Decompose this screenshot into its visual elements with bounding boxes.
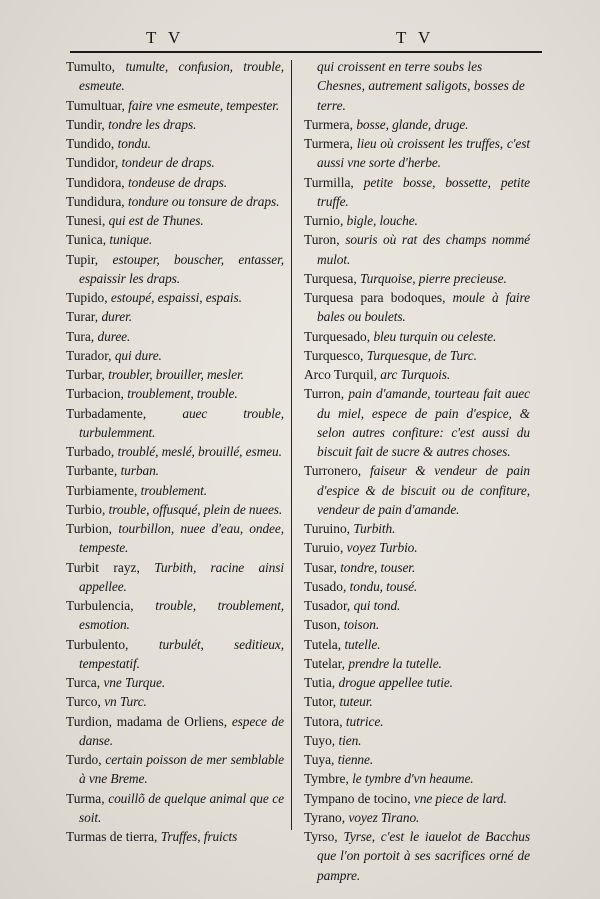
dictionary-entry xyxy=(66,230,284,249)
dictionary-entry xyxy=(304,134,530,173)
definition: bleu turquin ou celeste. xyxy=(373,328,497,344)
headword: Turquesa, xyxy=(304,270,361,286)
headword: Turco, xyxy=(66,694,105,710)
dictionary-entry xyxy=(304,789,530,808)
definition: faire vne esmeute, tempester. xyxy=(128,97,280,113)
dictionary-entry xyxy=(66,115,284,134)
dictionary-entry xyxy=(66,153,284,172)
headword: Tuyo, xyxy=(304,732,339,748)
headword: Turbado, xyxy=(66,444,118,459)
dictionary-entry xyxy=(66,404,284,443)
definition: tondre, touser. xyxy=(340,559,416,575)
definition: duree. xyxy=(97,328,131,344)
dictionary-entry xyxy=(66,173,284,192)
dictionary-entry xyxy=(66,692,284,711)
definition: tondure ou tonsure de draps. xyxy=(128,193,280,209)
headword: Turbacion, xyxy=(66,386,128,402)
definition: estoupé, espaissi, espais. xyxy=(110,290,242,305)
dictionary-entry xyxy=(304,808,530,827)
headword: Turbante, xyxy=(66,463,121,479)
headword: Turbulencia, xyxy=(66,598,156,613)
headword: Tyrso, xyxy=(304,829,344,844)
definition: pain d'amande, tourteau fait auec du miel, espece de pain d'espice, & selon autres confiture: c'est aussi du biscuit fait de sucre & autres choses. xyxy=(317,386,530,459)
entry-continuation: qui croissent en terre soubs les Chesnes, autrement saligots, bosses de terre. xyxy=(317,59,525,113)
definition: Turbith, racine ainsi appellee. xyxy=(79,559,284,594)
headword: Tunesi, xyxy=(66,213,109,228)
headword: Turquesa para bodoques, xyxy=(304,290,453,305)
headword: Turdo, xyxy=(66,752,106,767)
headword: Turuino, xyxy=(304,521,354,536)
definition: tienne. xyxy=(337,752,374,767)
headword: Tundido, xyxy=(66,136,118,151)
definition: Truffes, fruicts xyxy=(160,829,238,844)
definition: tumulte, confusion, trouble, esmeute. xyxy=(79,59,284,94)
definition: petite bosse, bossette, petite truffe. xyxy=(317,174,530,209)
dictionary-entry xyxy=(66,211,284,230)
dictionary-entry xyxy=(304,673,530,692)
right-column-header: T V xyxy=(396,28,435,47)
dictionary-entry xyxy=(66,96,284,115)
dictionary-entry xyxy=(304,384,530,461)
definition: toison. xyxy=(343,617,380,633)
dictionary-entry xyxy=(304,269,530,288)
definition: Tyrse, c'est le iauelot de Bacchus que l'on portoit à ses sacrifices orné de pampre. xyxy=(317,829,530,883)
headword: Turronero, xyxy=(304,463,370,479)
headword: Tymbre, xyxy=(304,771,353,787)
definition: arc Turquois. xyxy=(380,367,451,382)
definition: voyez Tirano. xyxy=(348,809,420,825)
left-column xyxy=(66,57,284,846)
definition: couillõ de quelque animal que ce soit. xyxy=(79,790,284,825)
headword: Tympano de tocino, xyxy=(304,790,414,806)
dictionary-entry xyxy=(66,712,284,751)
dictionary-entry xyxy=(304,365,530,384)
dictionary-entry xyxy=(304,731,530,750)
running-header xyxy=(70,28,540,50)
headword: Arco Turquil, xyxy=(304,367,381,382)
headword: Tusado, xyxy=(304,578,350,594)
definition: estouper, bouscher, entasser, espaissir les draps. xyxy=(79,251,284,286)
headword: Tutia, xyxy=(304,675,339,690)
definition: tien. xyxy=(338,732,362,748)
definition: lieu où croissent les truffes, c'est aussi vne sorte d'herbe. xyxy=(317,136,530,171)
headword: Tuya, xyxy=(304,752,338,767)
dictionary-entry xyxy=(66,192,284,211)
dictionary-entry xyxy=(66,442,284,461)
dictionary-entry xyxy=(304,230,530,269)
dictionary-entry xyxy=(66,346,284,365)
dictionary-entry xyxy=(66,827,284,846)
headword: Turmilla, xyxy=(304,174,364,190)
headword: Tupir, xyxy=(66,251,113,267)
dictionary-entry xyxy=(304,654,530,673)
definition: espece de danse. xyxy=(79,713,284,748)
definition: moule à faire bales ou boulets. xyxy=(317,290,530,325)
dictionary-entry xyxy=(66,500,284,519)
dictionary-entry xyxy=(304,346,530,365)
definition: qui tond. xyxy=(353,598,401,613)
definition: vn Turc. xyxy=(104,694,147,710)
definition: troubler, brouiller, mesler. xyxy=(108,367,244,382)
definition: durer. xyxy=(101,309,132,325)
definition: Turbith. xyxy=(353,521,396,536)
headword: Turca, xyxy=(66,675,104,690)
headword: Tutor, xyxy=(304,694,340,710)
headword: Turmera, xyxy=(304,136,357,151)
definition: turbulét, seditieux, tempestatif. xyxy=(79,636,284,671)
dictionary-entry xyxy=(66,673,284,692)
definition: bigle, louche. xyxy=(346,213,418,228)
headword: Turdion, madama de Orliens, xyxy=(66,713,232,729)
definition: vne piece de lard. xyxy=(413,790,507,806)
definition: tondu, tousé. xyxy=(349,578,418,594)
definition: certain poisson de mer semblable à vne Breme. xyxy=(79,752,284,787)
headword: Tura, xyxy=(66,328,98,344)
dictionary-entry xyxy=(66,750,284,789)
dictionary-entry xyxy=(304,288,530,327)
headword: Turbadamente, xyxy=(66,405,183,421)
headword: Turron, xyxy=(304,386,349,402)
definition: prendre la tutelle. xyxy=(348,655,442,671)
headword: Turbar, xyxy=(66,367,109,382)
definition: Turquoise, pierre precieuse. xyxy=(360,270,507,286)
definition: troublé, meslé, brouillé, esmeu. xyxy=(117,444,282,459)
headword: Turador, xyxy=(66,347,115,363)
dictionary-entry xyxy=(304,211,530,230)
dictionary-entry xyxy=(304,461,530,519)
headword: Turquesco, xyxy=(304,347,367,363)
headword: Tundidor, xyxy=(66,155,122,171)
dictionary-entry xyxy=(66,635,284,674)
headword: Tutora, xyxy=(304,713,346,729)
definition: tondre les draps. xyxy=(108,116,197,132)
dictionary-entry xyxy=(66,461,284,480)
dictionary-entry xyxy=(304,115,530,134)
definition: drogue appellee tutie. xyxy=(338,675,453,690)
definition: troublement, trouble. xyxy=(127,386,238,402)
dictionary-entry xyxy=(304,173,530,212)
headword: Tumultuar, xyxy=(66,97,129,113)
definition: faiseur & vendeur de pain d'espice & de biscuit ou de confiture, vendeur de pain d'amande. xyxy=(317,463,531,517)
dictionary-entry xyxy=(304,635,530,654)
headword: Turbion, xyxy=(66,521,119,536)
definition: tourbillon, nuee d'eau, ondee, tempeste. xyxy=(79,521,284,556)
dictionary-entry xyxy=(304,692,530,711)
column-divider xyxy=(291,60,292,830)
dictionary-entry xyxy=(66,327,284,346)
definition: tutelle. xyxy=(344,636,381,652)
dictionary-entry xyxy=(304,327,530,346)
headword: Turmas de tierra, xyxy=(66,829,161,844)
definition: auec trouble, turbulemment. xyxy=(79,405,284,440)
dictionary-entry xyxy=(66,384,284,403)
definition: qui dure. xyxy=(114,347,162,363)
header-rule xyxy=(70,51,542,53)
headword: Tunica, xyxy=(66,232,110,248)
dictionary-entry xyxy=(66,558,284,597)
dictionary-entry xyxy=(304,519,530,538)
definition: tutrice. xyxy=(345,713,384,729)
definition: Turquesque, de Turc. xyxy=(366,347,477,363)
dictionary-entry xyxy=(66,481,284,500)
dictionary-entry xyxy=(66,365,284,384)
dictionary-entry xyxy=(66,519,284,558)
headword: Tusar, xyxy=(304,559,341,575)
definition: bosse, glande, druge. xyxy=(356,116,469,132)
dictionary-entry xyxy=(66,57,284,96)
dictionary-entry xyxy=(66,789,284,828)
headword: Turbiamente, xyxy=(66,482,141,498)
headword: Tusador, xyxy=(304,598,354,613)
definition: tondu. xyxy=(117,136,151,151)
definition: vne Turque. xyxy=(103,675,166,690)
left-column-header: T V xyxy=(146,28,185,47)
dictionary-entry xyxy=(66,307,284,326)
definition: tunique. xyxy=(109,232,153,248)
headword: Tundir, xyxy=(66,116,109,132)
headword: Turbit rayz, xyxy=(66,559,155,575)
headword: Turar, xyxy=(66,309,102,325)
dictionary-entry xyxy=(304,750,530,769)
definition: troublement. xyxy=(140,482,208,498)
definition: tuteur. xyxy=(339,694,373,710)
dictionary-entry xyxy=(66,288,284,307)
definition: le tymbre d'vn heaume. xyxy=(352,771,474,787)
headword: Turmera, xyxy=(304,116,357,132)
headword: Tumulto, xyxy=(66,59,126,74)
definition: trouble, troublement, esmotion. xyxy=(79,598,285,633)
dictionary-entry xyxy=(66,596,284,635)
dictionary-entry xyxy=(304,712,530,731)
dictionary-entry xyxy=(66,134,284,153)
headword: Turquesado, xyxy=(304,328,374,344)
headword: Turon, xyxy=(304,232,346,248)
headword: Tuson, xyxy=(304,617,344,633)
definition: trouble, offusqué, plein de nuees. xyxy=(108,501,283,517)
definition: tondeur de draps. xyxy=(121,155,215,171)
dictionary-entry xyxy=(304,538,530,557)
headword: Tundidura, xyxy=(66,193,129,209)
dictionary-entry xyxy=(304,615,530,634)
headword: Tundidora, xyxy=(66,174,129,190)
headword: Tyrano, xyxy=(304,809,349,825)
dictionary-entry xyxy=(304,769,530,788)
headword: Turma, xyxy=(66,790,109,806)
dictionary-entry xyxy=(304,596,530,615)
headword: Turnio, xyxy=(304,213,347,228)
headword: Turbulento, xyxy=(66,636,159,652)
definition: souris où rat des champs nommé mulot. xyxy=(317,232,531,267)
dictionary-entry xyxy=(304,577,530,596)
headword: Turuio, xyxy=(304,540,347,556)
dictionary-entry xyxy=(304,827,530,885)
headword: Turbio, xyxy=(66,501,109,517)
dictionary-entry xyxy=(66,250,284,289)
headword: Tutela, xyxy=(304,636,345,652)
definition: tondeuse de draps. xyxy=(128,174,228,190)
headword: Tutelar, xyxy=(304,655,349,671)
definition: voyez Turbio. xyxy=(346,540,418,556)
definition: turban. xyxy=(120,463,159,479)
definition: qui est de Thunes. xyxy=(108,213,204,228)
dictionary-entry xyxy=(304,558,530,577)
headword: Tupido, xyxy=(66,290,111,305)
right-column xyxy=(304,57,530,885)
